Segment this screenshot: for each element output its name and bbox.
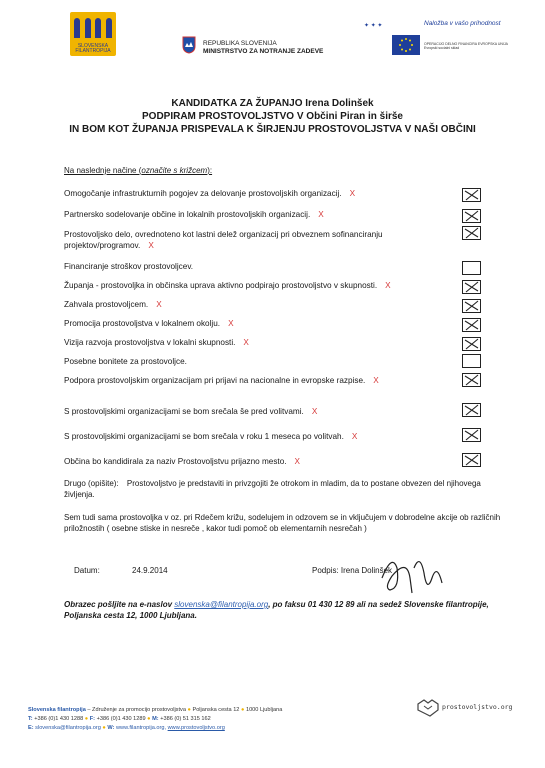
footer-org: Slovenska filantropija <box>28 707 86 713</box>
footer-e-value[interactable]: slovenska@filantropija.org <box>35 725 101 731</box>
footer-f-label: F: <box>89 716 96 722</box>
checklist-item <box>64 188 444 199</box>
footer-address1: Poljanska cesta 12 <box>192 707 240 713</box>
checklist-item <box>64 356 444 367</box>
footer-contact: Slovenska filantropija – Združenje za promocijo prostovoljstva ● Poljanska cesta 12 ● 1000 Ljubljana T: +386 (0)1 430 1288 ● F: +386 (0)1 430 1289 ● M: +386 (0) 51 315 162 E: slovenska@filantropija.org ● W: www.filantropija.org, www.prostovoljstvo.org <box>28 707 283 731</box>
checkbox[interactable] <box>462 226 481 240</box>
section-lead: Na naslednje načine ( <box>64 166 142 175</box>
checklist-item-text: Omogočanje infrastrukturnih pogojev za delovanje prostovoljskih organizacij. <box>64 189 342 198</box>
handwritten-signature <box>372 548 452 598</box>
red-x-mark: X <box>385 281 391 290</box>
cross-mark-icon <box>463 189 480 201</box>
eu-line2: OPERACIJO DELNO FINANCIRA EVROPSKA UNIJA <box>424 42 509 46</box>
checkbox[interactable] <box>462 428 481 442</box>
checklist-item-text: Posebne bonitete za prostovoljce. <box>64 357 187 366</box>
eu-line3: Evropski socialni sklad <box>424 46 460 50</box>
footer-m-value: +386 (0) 51 315 162 <box>160 716 211 722</box>
instructions-part1: Obrazec pošljite na e-naslov <box>64 600 175 609</box>
footer-t-label: T: <box>28 716 33 722</box>
ministry-name <box>203 40 323 56</box>
drugo-text: Prostovoljstvo je predstaviti in privzgojiti že otrokom in mladim, da to postane obvezen del njihovega življenja. <box>64 479 481 499</box>
eu-flag-icon <box>392 35 420 55</box>
footer-e-label: E: <box>28 725 34 731</box>
checkbox[interactable] <box>462 453 481 467</box>
red-x-mark: X <box>311 407 318 416</box>
cross-mark-icon <box>463 429 480 441</box>
section-hint: označite s križcem <box>141 166 208 175</box>
checklist-item-text: Zahvala prostovoljcem. <box>64 300 149 309</box>
footer-w-label: W: <box>107 725 115 731</box>
checklist-item-text: Občina bo kandidirala za naziv Prostovoljstvu prijazno mesto. <box>64 457 287 466</box>
checkbox[interactable] <box>462 373 481 387</box>
eu-fund-logo <box>362 20 509 60</box>
checklist-item-text: S prostovoljskimi organizacijami se bom srečala v roku 1 meseca po volitvah. <box>64 432 344 441</box>
title-line2: PODPIRAM PROSTOVOLJSTVO V Občini Piran in širše <box>142 111 403 122</box>
checklist-item-text: Županja - prostovoljka in občinska uprava aktivno podpirajo prostovoljstvo v skupnosti. <box>64 281 378 290</box>
cross-mark-icon <box>463 210 480 222</box>
cross-mark-icon <box>463 454 480 466</box>
checklist-item <box>64 318 444 329</box>
statement: Sem tudi sama prostovoljka v oz. pri Rdečem križu, sodelujem in odzovem se in vključujem v dobrodelne akcije ob različnih priložnostih ( osebne stiske in nesreče , kakor tudi pomoč ob elementarnih nesrečah ) <box>64 513 501 533</box>
checklist-item <box>64 299 444 310</box>
handshake-icon <box>416 696 440 718</box>
logo-left-text: SLOVENSKA FILANTROPIJA <box>75 43 111 54</box>
podpis-label: Podpis: Irena Dolinšek <box>312 566 393 575</box>
ministry-line2: MINISTRSTVO ZA NOTRANJE ZADEVE <box>203 48 324 55</box>
checklist-item-text: Podpora prostovoljskim organizacijam pri prijavi na nacionalne in evropske razpise. <box>64 376 366 385</box>
instructions-part2: , po faksu 01 430 12 89 ali na sedež Slovenske filantropije, Poljanska cesta 12, 1000 Ljubljana. <box>64 600 489 620</box>
eu-slogan: Naložba v vašo prihodnost <box>424 20 501 27</box>
checkbox[interactable] <box>462 299 481 313</box>
cross-mark-icon <box>463 404 480 416</box>
footer-address2: 1000 Ljubljana <box>245 707 283 713</box>
red-x-mark: X <box>373 376 379 385</box>
checklist-item-text: Promocija prostovoljstva v lokalnem okolju. <box>64 319 221 328</box>
cross-mark-icon <box>463 319 480 331</box>
cross-mark-icon <box>463 300 480 312</box>
checkbox[interactable] <box>462 403 481 417</box>
checklist-item <box>64 431 444 442</box>
checkbox[interactable] <box>462 261 481 275</box>
checkbox[interactable] <box>462 318 481 332</box>
slovenia-crest-icon <box>182 36 196 54</box>
footer-logo-text: prostovoljstvo.org <box>442 703 513 711</box>
checkbox[interactable] <box>462 280 481 294</box>
red-x-mark: X <box>349 189 356 198</box>
footer-org-desc: – Združenje za promocijo prostovoljstva <box>85 707 186 713</box>
drugo-label: Drugo (opišite): <box>64 479 119 488</box>
checklist-item <box>64 229 444 251</box>
checklist-item-text: Financiranje stroškov prostovoljcev. <box>64 262 194 271</box>
red-x-mark: X <box>351 432 358 441</box>
checklist-item-text: Vizija razvoja prostovoljstva v lokalni skupnosti. <box>64 338 236 347</box>
red-x-mark: X <box>294 457 301 466</box>
footer-f-value: +386 (0)1 430 1289 <box>96 716 146 722</box>
prostovoljstvo-logo <box>416 696 526 720</box>
datum-label: Datum: <box>74 566 100 575</box>
checkbox[interactable] <box>462 337 481 351</box>
checklist-item-text: Prostovoljsko delo, ovrednoteno kot lastni delež organizacij pri obveznem sofinanciranju projektov/programov. <box>64 230 383 250</box>
checklist-item-text: S prostovoljskimi organizacijami se bom srečala še pred volitvami. <box>64 407 304 416</box>
checklist-item <box>64 280 444 291</box>
cross-mark-icon <box>463 281 480 293</box>
section-header <box>64 166 212 175</box>
checklist-item <box>64 261 444 272</box>
checklist-item <box>64 406 444 417</box>
eu-cofinance-text <box>424 42 508 50</box>
checklist-item <box>64 375 444 386</box>
checkbox[interactable] <box>462 209 481 223</box>
datum-value: 24.9.2014 <box>132 566 168 575</box>
checklist-item <box>64 456 444 467</box>
red-x-mark: X <box>228 319 234 328</box>
red-x-mark: X <box>243 338 249 347</box>
checkbox[interactable] <box>462 354 481 368</box>
red-x-mark: X <box>148 241 154 250</box>
footer-w-value2[interactable]: www.prostovoljstvo.org <box>167 725 225 731</box>
red-x-mark: X <box>156 300 162 309</box>
title-line1: KANDIDATKA ZA ŽUPANJO Irena Dolinšek <box>171 98 374 109</box>
footer-t-value: +386 (0)1 430 1288 <box>34 716 84 722</box>
title-line3: IN BOM KOT ŽUPANJA PRISPEVALA K ŠIRJENJU PROSTOVOLJSTVA V NAŠI OBČINI <box>69 124 476 135</box>
footer-w-value1[interactable]: www.filantropija.org, <box>115 725 167 731</box>
cross-mark-icon <box>463 338 480 350</box>
red-x-mark: X <box>318 210 324 219</box>
cross-mark-icon <box>463 374 480 386</box>
instructions <box>64 599 504 621</box>
footer-m-label: M: <box>152 716 159 722</box>
drugo-section <box>64 478 504 500</box>
checkbox[interactable] <box>462 188 481 202</box>
cross-mark-icon <box>463 227 480 239</box>
section-tail: ): <box>207 166 213 175</box>
checklist-item <box>64 337 444 348</box>
checklist-item-text: Partnersko sodelovanje občine in lokalnih prostovoljskih organizacij. <box>64 210 311 219</box>
email-link[interactable]: slovenska@filantropija.org <box>174 600 269 609</box>
checklist-item <box>64 209 444 220</box>
stars-icon: ✦ ✦ ✦ <box>364 23 383 29</box>
ministry-line1: REPUBLIKA SLOVENIJA <box>203 40 277 47</box>
slovenska-filantropija-logo <box>70 12 116 56</box>
